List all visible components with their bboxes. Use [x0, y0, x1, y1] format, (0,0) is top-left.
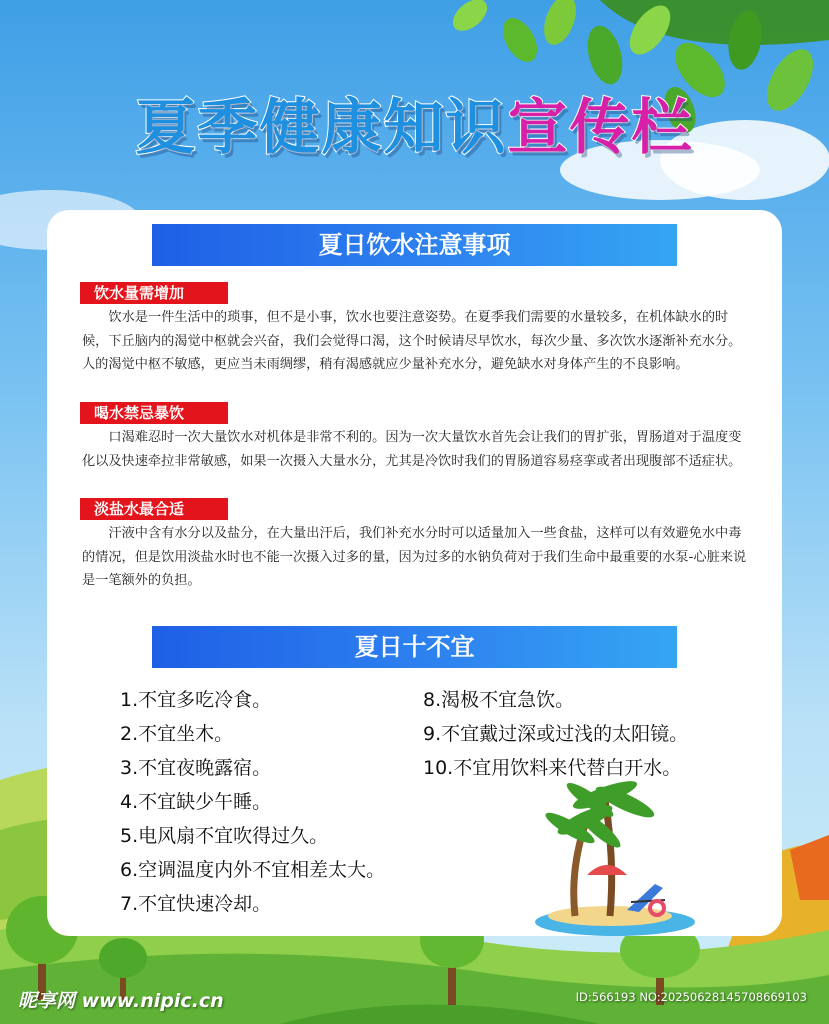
- section-heading-drinking: 夏日饮水注意事项: [152, 224, 677, 266]
- page-title: [0, 88, 829, 168]
- tag-no-binge-drinking: 喝水禁忌暴饮: [80, 402, 228, 424]
- paragraph-water-increase: 饮水是一件生活中的琐事，但不是小事，饮水也要注意姿势。在夏季我们需要的水量较多，在机体缺水的时候，下丘脑内的渴觉中枢就会兴奋，我们会觉得口渴，这个时候请尽早饮水，每次少量、多次饮水逐渐补充水分。人的渴觉中枢不敏感，更应当未雨绸缪，稍有渴感就应少量补充水分，避免缺水对身体产生的不良影响。: [82, 310, 742, 372]
- list-item: 2.不宜坐木。: [120, 723, 234, 745]
- list-item: 7.不宜快速冷却。: [120, 893, 272, 915]
- donts-list-left: [120, 683, 385, 921]
- list-item: 3.不宜夜晚露宿。: [120, 757, 272, 779]
- list-item: 4.不宜缺少午睡。: [120, 791, 272, 813]
- list-item: 5.电风扇不宜吹得过久。: [120, 825, 329, 847]
- title-main: 夏季健康知识: [135, 93, 508, 163]
- tag-light-salt-water: 淡盐水最合适: [80, 498, 228, 520]
- donts-list-right: [423, 683, 688, 785]
- list-item: 8.渴极不宜急饮。: [423, 689, 575, 711]
- list-item: 9.不宜戴过深或过浅的太阳镜。: [423, 723, 689, 745]
- list-item: 6.空调温度内外不宜相差太大。: [120, 859, 386, 881]
- watermark-id: ID:566193 NO:20250628145708669103: [575, 990, 807, 1004]
- watermark-logo: 昵享网 www.nipic.cn: [18, 990, 224, 1012]
- list-item: 1.不宜多吃冷食。: [120, 689, 272, 711]
- paragraph-no-binge-drinking: 口渴难忍时一次大量饮水对机体是非常不利的。因为一次大量饮水首先会让我们的胃扩张，胃肠道对于温度变化以及快速牵拉非常敏感，如果一次摄入大量水分，尤其是冷饮时我们的胃肠道容易痉挛或者出现腹部不适症状。: [82, 430, 742, 469]
- paragraph-light-salt-water: 汗液中含有水分以及盐分，在大量出汗后，我们补充水分时可以适量加入一些食盐，这样可以有效避免水中毒的情况，但是饮用淡盐水时也不能一次摄入过多的量，因为过多的水钠负荷对于我们生命中最重要的水泵-心脏来说是一笔额外的负担。: [82, 526, 747, 588]
- tag-water-increase: 饮水量需增加: [80, 282, 228, 304]
- list-item: 10.不宜用饮料来代替白开水。: [423, 757, 682, 779]
- title-accent: 宣传栏: [507, 93, 694, 163]
- section-heading-ten-donts: 夏日十不宜: [152, 626, 677, 668]
- palm-tree-beach-illustration: [515, 780, 695, 940]
